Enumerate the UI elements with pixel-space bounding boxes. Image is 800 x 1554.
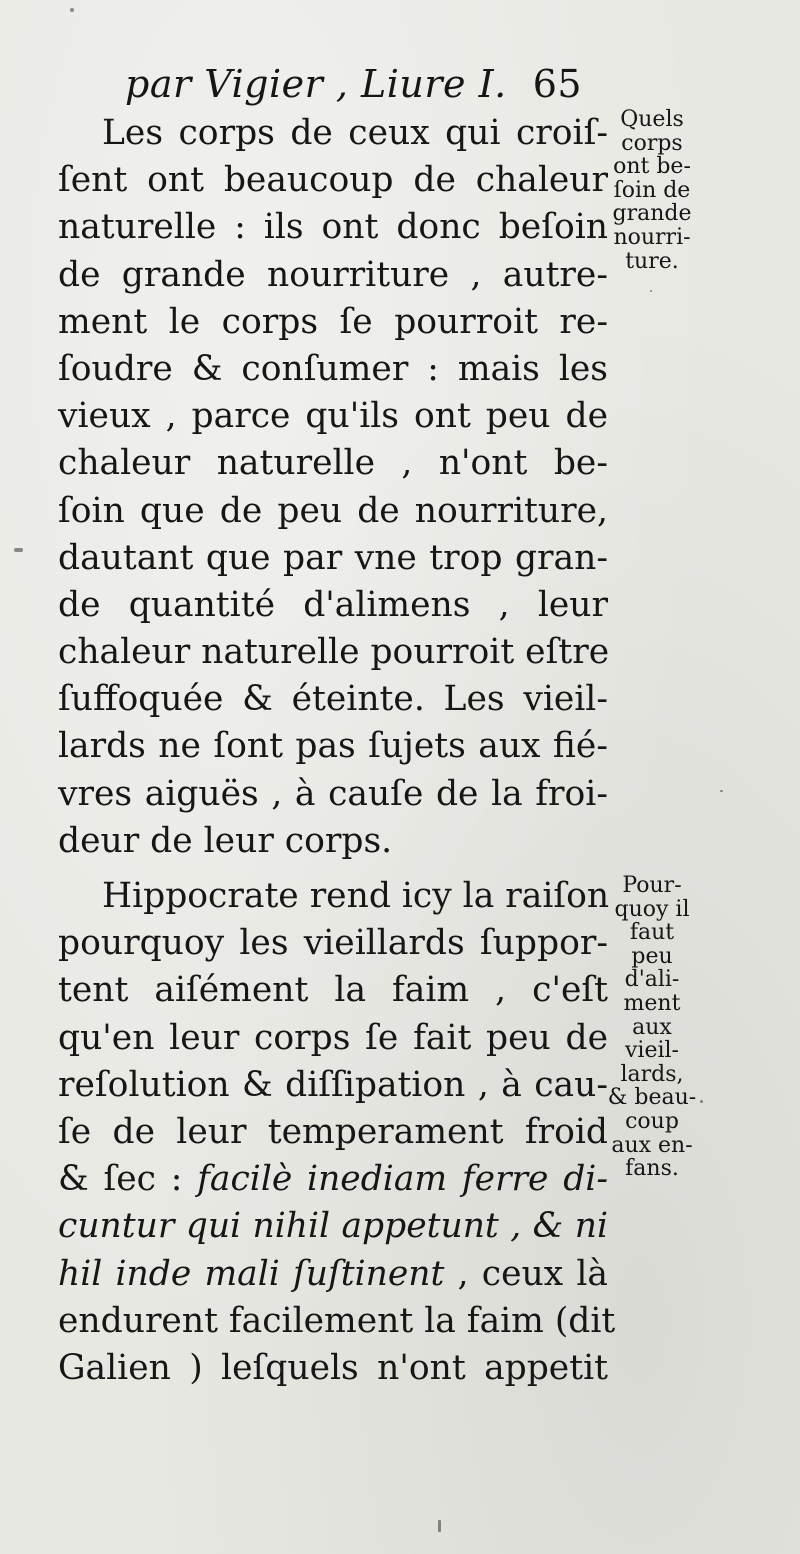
margin-note-pourquoy: [604, 874, 700, 1181]
margin-note-line: & beau-: [607, 1085, 697, 1111]
margin-note-line: Pour-: [622, 873, 682, 898]
margin-note-line: nourri-: [613, 224, 691, 250]
latin-quote: hil inde mali ſuſtinent: [58, 1253, 445, 1294]
text-line: Galien ) leſquels n'ont appetit: [58, 1347, 608, 1388]
text-line: de grande nourriture , autre-: [58, 254, 608, 295]
margin-note-line: fans.: [625, 1156, 679, 1182]
text-line: vres aiguës , à cauſe de la froi-: [58, 773, 608, 814]
margin-note-line: ſoin de: [613, 177, 691, 203]
text-line: reſolution & diſſipation , à cau-: [58, 1064, 608, 1105]
text-line: lards ne ſont pas ſujets aux fié-: [58, 726, 608, 767]
text-line: vieux , parce qu'ils ont peu de: [58, 396, 608, 437]
margin-note-line: ment: [623, 990, 681, 1016]
latin-quote-line: cuntur qui nihil appetunt , & ni: [58, 1206, 608, 1247]
text-line: de quantité d'alimens , leur: [58, 584, 608, 625]
margin-note-line: grande: [612, 201, 692, 227]
ink-speck: [720, 790, 723, 792]
text-line: deur de leur corps.: [58, 820, 393, 861]
text-line: ſoin que de peu de nourriture,: [58, 490, 608, 531]
ink-speck: [438, 1520, 441, 1532]
text-line: [58, 1156, 608, 1203]
ink-speck: [14, 548, 23, 552]
text-line: qu'en leur corps ſe fait peu de: [58, 1017, 608, 1058]
page-number: 65: [532, 62, 583, 106]
margin-note-line: corps: [621, 130, 683, 156]
ink-speck: [70, 8, 74, 12]
text-line: ſoudre & conſumer : mais les: [58, 348, 608, 389]
main-text-block: [58, 110, 616, 1392]
ink-speck: [700, 1100, 703, 1103]
margin-note-line: quoy il: [614, 896, 690, 922]
ink-speck: [650, 290, 652, 292]
margin-note-line: aux: [632, 1014, 672, 1040]
text-line: naturelle : ils ont donc beſoin: [58, 207, 608, 248]
text-line: [58, 1251, 608, 1298]
text-line: chaleur naturelle pourroit eſtre: [58, 632, 610, 673]
margin-note-line: coup: [625, 1108, 679, 1134]
text-line: pourquoy les vieillards ſuppor-: [58, 923, 608, 964]
text-line: Hippocrate rend icy la raiſon: [102, 876, 610, 916]
margin-note-line: lards,: [620, 1061, 684, 1087]
text-line: ſuffoquée & éteinte. Les vieil-: [58, 679, 608, 720]
margin-note-line: ture.: [625, 248, 679, 274]
margin-note-line: vieil-: [625, 1038, 679, 1064]
text-line: dautant que par vne trop gran-: [58, 537, 608, 578]
text-line: ment le corps ſe pourroit re-: [58, 301, 608, 342]
margin-note-line: peu: [631, 943, 673, 969]
text-fragment: & ſec :: [58, 1159, 183, 1200]
margin-note-line: Quels: [620, 107, 684, 132]
margin-note-line: d'ali-: [624, 967, 680, 993]
margin-note-line: faut: [629, 920, 675, 946]
text-line: ſent ont beaucoup de chaleur: [58, 160, 608, 201]
running-head-title: par Vigier , Liure I.: [125, 62, 507, 106]
latin-quote: facilè inediam ferre di-: [197, 1159, 609, 1200]
margin-note-line: ont be-: [613, 154, 691, 180]
text-line: tent aiſément la faim , c'eſt: [58, 970, 608, 1011]
text-line: chaleur naturelle , n'ont be-: [58, 443, 608, 484]
running-head: [125, 62, 585, 106]
margin-note-line: aux en-: [611, 1132, 693, 1158]
margin-note-quels-corps: [604, 108, 700, 273]
text-fragment: , ceux là: [457, 1253, 609, 1294]
text-line: endurent facilement la faim (dit: [58, 1300, 616, 1341]
text-line: ſe de leur temperament froid: [58, 1111, 608, 1152]
text-line: Les corps de ceux qui croiſ-: [102, 113, 608, 153]
